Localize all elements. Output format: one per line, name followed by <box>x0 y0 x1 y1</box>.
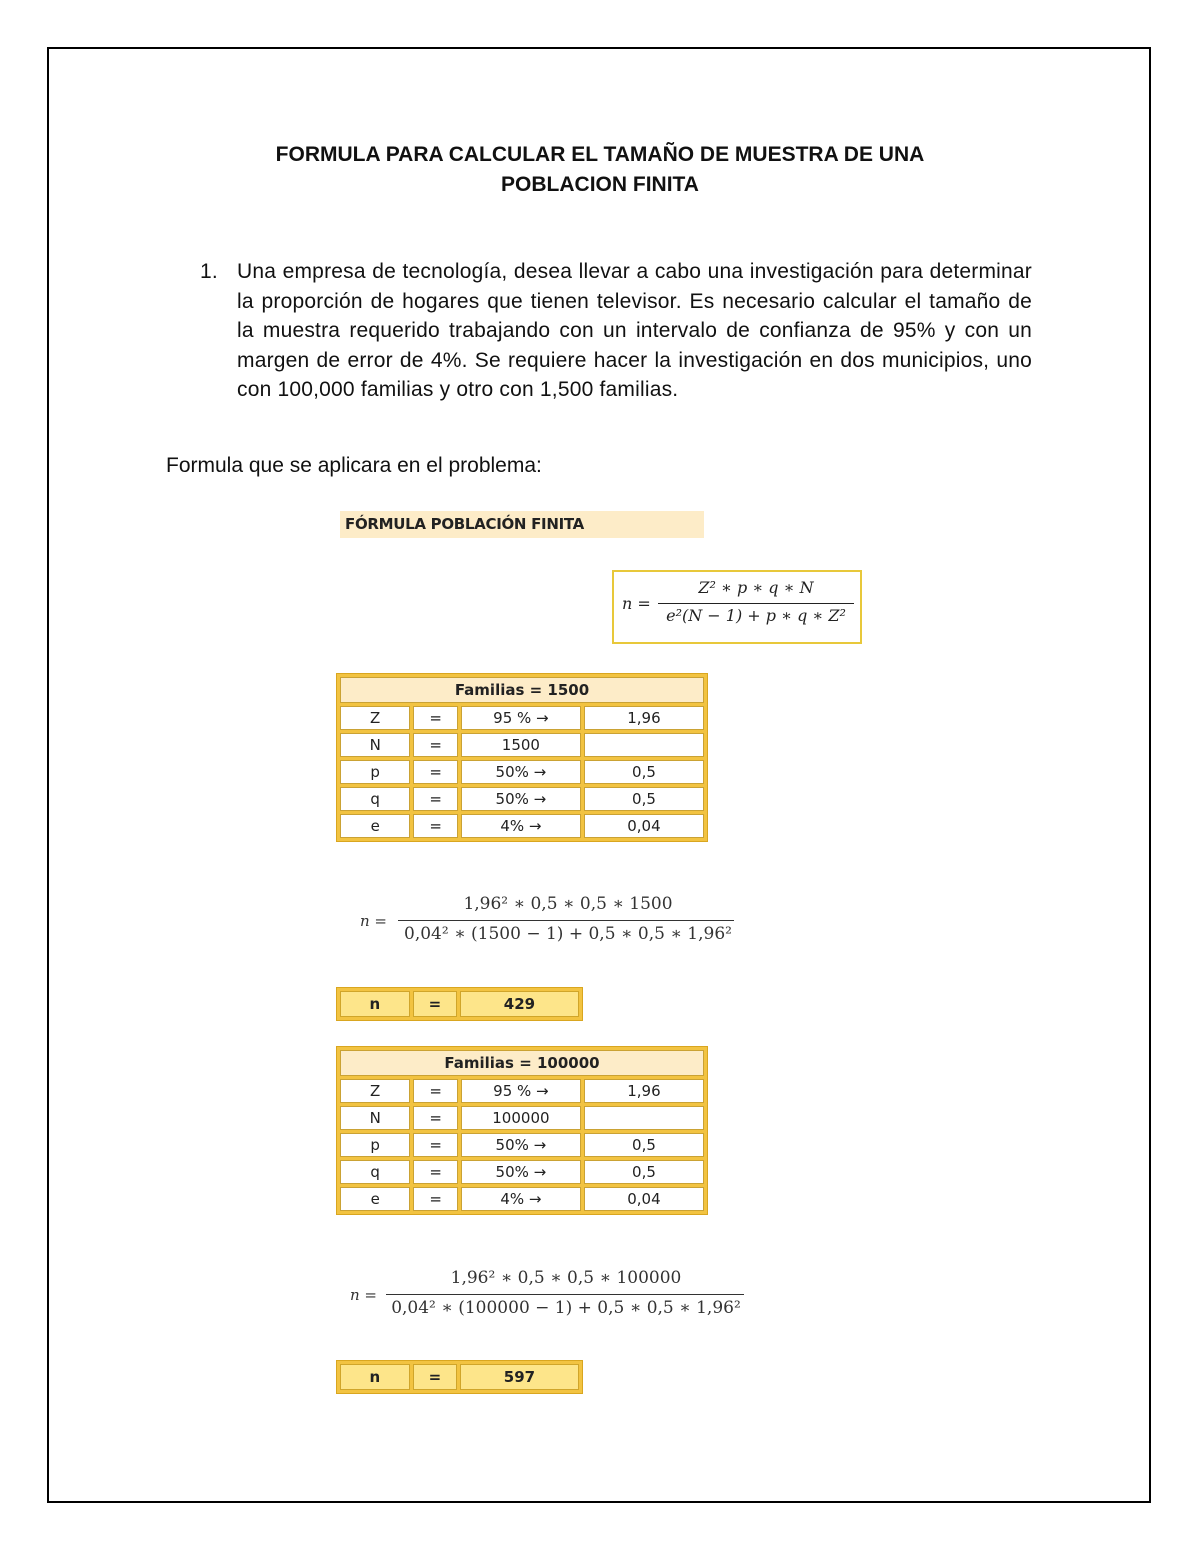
calculation-1500 <box>360 892 740 952</box>
result-value: 597 <box>460 1364 579 1390</box>
calc-denominator: 0,04² ∗ (100000 − 1) + 0,5 ∗ 0,5 ∗ 1,96² <box>391 1298 741 1318</box>
table-row <box>340 760 704 784</box>
row-val: 0,5 <box>584 787 704 811</box>
row-pct: 4% → <box>461 1187 581 1211</box>
table-row <box>340 1133 704 1157</box>
table-row <box>340 787 704 811</box>
row-var: p <box>340 760 410 784</box>
formula-denominator: e²(N − 1) + p ∗ q ∗ Z² <box>666 606 846 625</box>
result-100000 <box>336 1360 583 1394</box>
row-eq: = <box>413 1079 458 1103</box>
row-val: 1,96 <box>584 1079 704 1103</box>
calculation-100000 <box>350 1266 750 1326</box>
row-var: q <box>340 787 410 811</box>
calc-lhs: n = <box>360 912 387 930</box>
problem-number: 1. <box>200 260 218 283</box>
row-eq: = <box>413 814 458 838</box>
row-val: 0,5 <box>584 1160 704 1184</box>
table-row <box>340 814 704 838</box>
row-val: 0,04 <box>584 814 704 838</box>
row-val <box>584 733 704 757</box>
table-header: Familias = 100000 <box>340 1050 704 1076</box>
table-row <box>340 733 704 757</box>
table-row <box>340 1187 704 1211</box>
row-var: e <box>340 814 410 838</box>
row-pct: 4% → <box>461 814 581 838</box>
title-line-1: FORMULA PARA CALCULAR EL TAMAÑO DE MUESTRA DE UNA <box>275 143 925 166</box>
fraction-bar <box>398 920 734 921</box>
calc-numerator: 1,96² ∗ 0,5 ∗ 0,5 ∗ 100000 <box>450 1268 682 1288</box>
row-eq: = <box>413 1106 458 1130</box>
document-title <box>0 140 1200 200</box>
row-val: 0,5 <box>584 760 704 784</box>
table-row <box>340 1106 704 1130</box>
row-eq: = <box>413 760 458 784</box>
row-var: q <box>340 1160 410 1184</box>
result-var: n <box>340 1364 410 1390</box>
row-val: 0,04 <box>584 1187 704 1211</box>
result-1500 <box>336 987 583 1021</box>
row-var: p <box>340 1133 410 1157</box>
row-eq: = <box>413 1160 458 1184</box>
problem-statement <box>200 257 1032 405</box>
row-val: 1,96 <box>584 706 704 730</box>
title-line-2: POBLACION FINITA <box>501 173 699 196</box>
result-eq: = <box>413 1364 457 1390</box>
row-pct: 100000 <box>461 1106 581 1130</box>
general-formula <box>612 570 862 644</box>
problem-text: Una empresa de tecnología, desea llevar a cabo una investigación para determinar la proporción de hogares que tienen televisor. Es necesario calcular el tamaño de la muestra requerido trabajando con un intervalo de confianza de 95% y con un margen de error de 4%. Se requiere hacer la investigación en dos municipios, uno con 100,000 familias y otro con 1,500 familias. <box>237 260 1032 401</box>
row-val <box>584 1106 704 1130</box>
row-pct: 50% → <box>461 760 581 784</box>
table-row <box>340 1079 704 1103</box>
table-familias-1500 <box>336 673 708 842</box>
row-var: N <box>340 733 410 757</box>
row-eq: = <box>413 1133 458 1157</box>
table-row <box>340 706 704 730</box>
row-pct: 95 % → <box>461 1079 581 1103</box>
result-value: 429 <box>460 991 579 1017</box>
row-pct: 50% → <box>461 787 581 811</box>
fraction-bar <box>386 1294 744 1295</box>
table-row <box>340 1160 704 1184</box>
row-var: e <box>340 1187 410 1211</box>
row-eq: = <box>413 1187 458 1211</box>
row-pct: 95 % → <box>461 706 581 730</box>
row-eq: = <box>413 706 458 730</box>
row-var: N <box>340 1106 410 1130</box>
table-familias-100000 <box>336 1046 708 1215</box>
formula-lhs: n = <box>622 594 651 613</box>
calc-denominator: 0,04² ∗ (1500 − 1) + 0,5 ∗ 0,5 ∗ 1,96² <box>404 924 732 944</box>
row-eq: = <box>413 733 458 757</box>
result-var: n <box>340 991 410 1017</box>
row-var: Z <box>340 1079 410 1103</box>
calc-lhs: n = <box>350 1286 377 1304</box>
row-pct: 50% → <box>461 1133 581 1157</box>
formula-numerator: Z² ∗ p ∗ q ∗ N <box>698 578 814 597</box>
formula-lead-text: Formula que se aplicara en el problema: <box>166 454 542 477</box>
table-header: Familias = 1500 <box>340 677 704 703</box>
row-eq: = <box>413 787 458 811</box>
row-val: 0,5 <box>584 1133 704 1157</box>
row-pct: 50% → <box>461 1160 581 1184</box>
row-pct: 1500 <box>461 733 581 757</box>
row-var: Z <box>340 706 410 730</box>
fraction-bar <box>658 603 854 604</box>
result-eq: = <box>413 991 457 1017</box>
calc-numerator: 1,96² ∗ 0,5 ∗ 0,5 ∗ 1500 <box>463 894 673 914</box>
formula-banner: FÓRMULA POBLACIÓN FINITA <box>340 511 704 538</box>
